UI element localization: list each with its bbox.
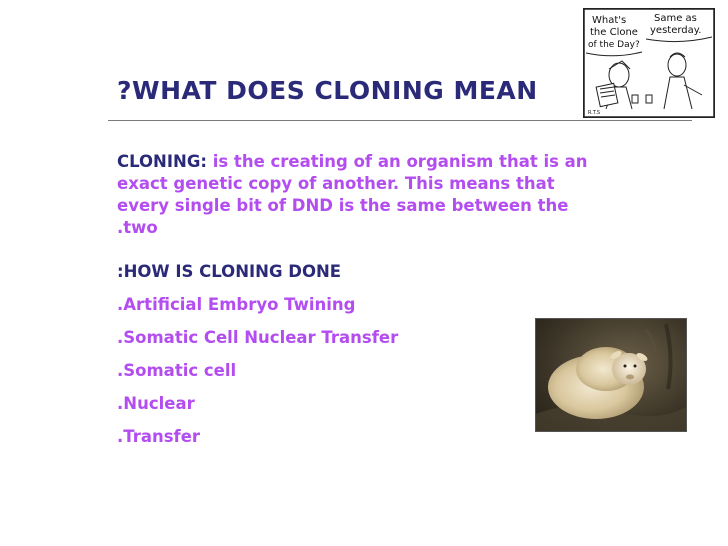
definition-paragraph (117, 151, 677, 239)
cartoon-bubble-right-1: Same as (654, 13, 697, 24)
definition-label: CLONING: (117, 152, 207, 171)
definition-text-1: is the creating of an organism that is an (206, 152, 588, 171)
list-item: .Artificial Embryo Twining (117, 295, 356, 314)
cartoon-signature: R.T.S (588, 110, 601, 116)
list-item: .Nuclear (117, 394, 195, 413)
list-item: .Somatic cell (117, 361, 237, 380)
cartoon-bubble-left-1: What's (592, 15, 627, 26)
list-item: .Transfer (117, 427, 201, 446)
cartoon-bubble-right-2: yesterday. (650, 25, 702, 36)
clone-cartoon (583, 8, 715, 118)
list-item: .Somatic Cell Nuclear Transfer (117, 328, 399, 347)
cartoon-bubble-left-3: of the Day? (588, 40, 640, 50)
section-heading: :HOW IS CLONING DONE (117, 262, 342, 281)
definition-text-4: .two (117, 218, 158, 237)
definition-text-2: exact genetic copy of another. This means that (117, 174, 555, 193)
sheep-photo (535, 318, 687, 432)
slide-title: ?WHAT DOES CLONING MEAN (117, 76, 538, 105)
definition-text-3: every single bit of DND is the same between the (117, 196, 569, 215)
cartoon-bubble-left-2: the Clone (590, 27, 638, 38)
title-divider (108, 120, 692, 121)
